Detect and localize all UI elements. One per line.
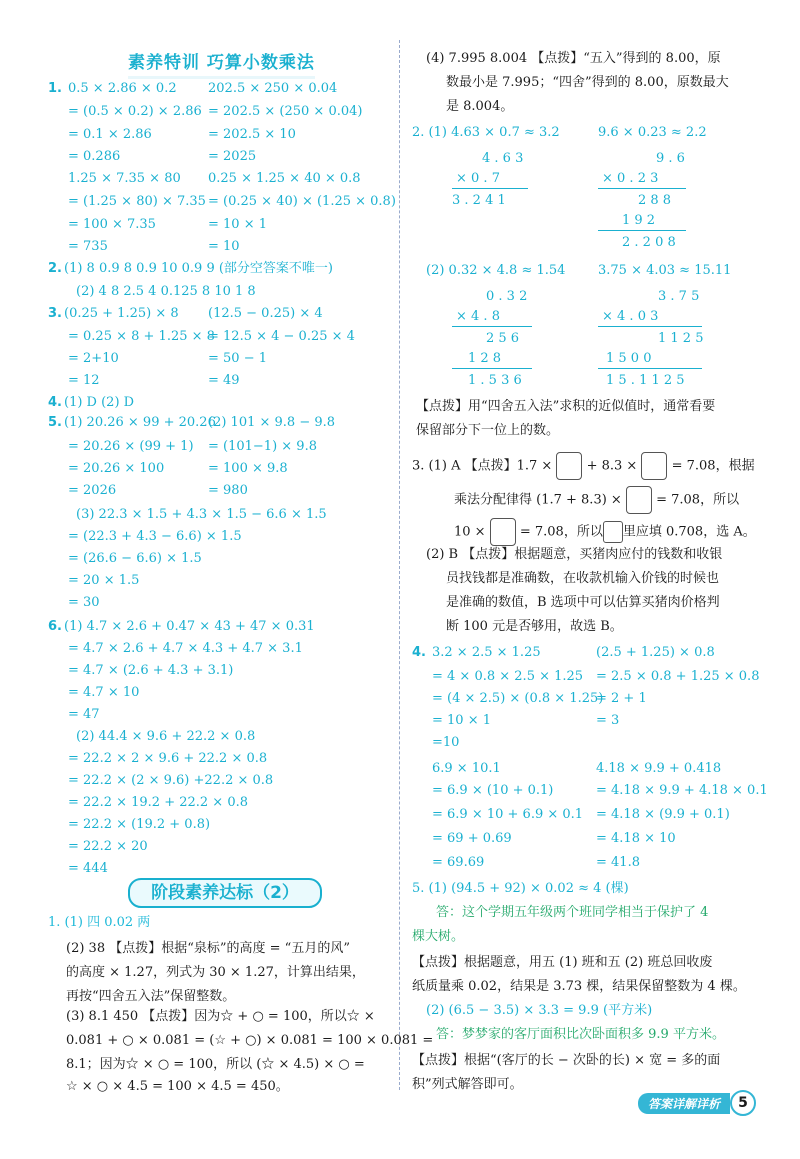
calc-row: 1 1 2 5 [658,331,704,346]
math-line: (2) 44.4 × 9.6 + 22.2 × 0.8 [76,729,256,744]
math-line: (2) 4 8 2.5 4 0.125 8 10 1 8 [76,284,256,299]
section-title: 素养特训 巧算小数乘法 [128,48,315,73]
calc-row: 1 5 . 1 1 2 5 [606,373,685,388]
math-line: = 0.1 × 2.86 [68,127,152,142]
answer-line: (2) 0.32 × 4.8 ≈ 1.54 [426,263,566,278]
answer-line: 2. (1) 4.63 × 0.7 ≈ 3.2 [412,125,560,140]
answer-line: 5. (1) (94.5 + 92) × 0.02 ≈ 4 (棵) [412,881,629,896]
math-line: = 4.7 × 2.6 + 4.7 × 4.3 + 4.7 × 3.1 [68,641,303,656]
math-line: = 10 [208,239,240,254]
calc-row: 1 2 8 [468,351,502,366]
page-number: 5 [730,1090,756,1116]
math-line: = (1.25 × 80) × 7.35 [68,194,206,209]
answer-line: (2) 38 【点拨】根据“泉标”的高度 = “五月的风” [66,941,350,956]
calc-line [452,326,532,327]
answer-line: 10 × [454,524,486,540]
math-line: = 22.2 × 20 [68,839,148,854]
question-number: 4. [48,395,62,410]
answer-line: 是准确的数值，B 选项中可以估算买猪肉价格判 [446,595,720,610]
answer-line: 员找钱都是准确数，在收款机输入价钱的时候也 [446,571,720,586]
answer-line: 再按“四舍五入法”保留整数。 [66,989,236,1004]
math-line: 202.5 × 250 × 0.04 [208,81,338,96]
answer-line: 乘法分配律得 (1.7 + 8.3) × [454,492,622,508]
answer-line: 断 100 元是否够用，故选 B。 [446,619,623,634]
math-line: = 2025 [208,149,257,164]
answer-line: + 8.3 × [586,458,638,474]
answer-line: (2) (6.5 − 3.5) × 3.3 = 9.9 (平方米) [426,1003,653,1018]
calc-line [598,326,702,327]
math-line: 0.5 × 2.86 × 0.2 [68,81,177,96]
math-line: = (0.5 × 0.2) × 2.86 [68,104,202,119]
math-line: = 0.25 × 8 + 1.25 × 8 [68,329,215,344]
blank-box [556,452,582,480]
math-line: (3) 22.3 × 1.5 + 4.3 × 1.5 − 6.6 × 1.5 [76,507,327,522]
blank-box [490,518,516,546]
math-line: = 735 [68,239,108,254]
calc-row: 1 9 2 [622,213,656,228]
math-line: = 980 [208,483,248,498]
math-line: = 4 × 0.8 × 2.5 × 1.25 [432,669,584,684]
page-footer [638,1092,756,1114]
answer-line: = 7.08，根据 [671,458,755,474]
math-line: (12.5 − 0.25) × 4 [208,306,323,321]
calc-row: × 4 . 8 [456,309,500,324]
calc-line [598,368,702,369]
math-line: = 20.26 × 100 [68,461,165,476]
math-line: = 100 × 9.8 [208,461,288,476]
math-line: = 2.5 × 0.8 + 1.25 × 0.8 [596,669,760,684]
math-line: = 4.7 × 10 [68,685,140,700]
math-line: = (26.6 − 6.6) × 1.5 [68,551,202,566]
math-line: (1) 20.26 × 99 + 20.26 [64,415,216,430]
answer-line: 是 8.004。 [446,99,514,114]
answer-line: = 7.08，所以 [519,524,603,540]
math-line: 1.25 × 7.35 × 80 [68,171,181,186]
math-line: =10 [432,735,460,750]
math-line: = 69.69 [432,855,485,870]
math-line: = 444 [68,861,108,876]
blank-box [626,486,652,514]
math-line: = 4.18 × (9.9 + 0.1) [596,807,730,822]
answer-line: 答：梦梦家的客厅面积比次卧面积多 9.9 平方米。 [436,1027,725,1042]
question-number: 4. [412,645,426,660]
math-line: = 20.26 × (99 + 1) [68,439,194,454]
math-line: (2.5 + 1.25) × 0.8 [596,645,715,660]
math-line: = 69 + 0.69 [432,831,512,846]
math-line: = 2 + 1 [596,691,647,706]
answer-line: = 7.08，所以 [656,492,740,508]
math-line: = 22.2 × (2 × 9.6) +22.2 × 0.8 [68,773,274,788]
math-line: 3.2 × 2.5 × 1.25 [432,645,541,660]
math-line: = 2026 [68,483,117,498]
footer-label: 答案详解详析 [638,1093,730,1114]
math-line: = 4.18 × 9.9 + 4.18 × 0.1 [596,783,768,798]
answer-line: 9.6 × 0.23 ≈ 2.2 [598,125,707,140]
calc-row: 1 5 0 0 [606,351,652,366]
answer-line: 棵大树。 [412,929,465,944]
answer-line: ☆ × ○ × 4.5 = 100 × 4.5 = 450。 [66,1079,289,1094]
math-line: = 202.5 × (250 × 0.04) [208,104,363,119]
calc-line [598,188,686,189]
calc-row: 3 . 7 5 [658,289,700,304]
math-line: (1) 4.7 × 2.6 + 0.47 × 43 + 47 × 0.31 [64,619,315,634]
answer-line: 里应填 0.708，选 A。 [622,524,756,540]
math-line: = 10 × 1 [432,713,491,728]
calc-line [452,368,532,369]
math-line: = 6.9 × 10 + 6.9 × 0.1 [432,807,584,822]
math-line: = 22.2 × 2 × 9.6 + 22.2 × 0.8 [68,751,268,766]
calc-row: 2 5 6 [486,331,520,346]
calc-row: × 0 . 2 3 [602,171,659,186]
tip-line: 纸质量乘 0.02，结果是 3.73 棵，结果保留整数为 4 棵。 [412,979,746,994]
answer-line: 3.75 × 4.03 ≈ 15.11 [598,263,732,278]
math-line: = (22.3 + 4.3 − 6.6) × 1.5 [68,529,242,544]
calc-row: 4 . 6 3 [482,151,524,166]
answer-line: 0.081 + ○ × 0.081 = (☆ + ○) × 0.081 = 100 × 0.081 = [66,1033,434,1048]
answer-line: (2) B 【点拨】根据题意，买猪肉应付的钱数和收银 [426,547,723,562]
answer-line: 的高度 × 1.27，列式为 30 × 1.27，计算出结果， [66,965,365,980]
math-line: = 47 [68,707,100,722]
math-line: = (0.25 × 40) × (1.25 × 0.8) [208,194,396,209]
calc-row: 0 . 3 2 [486,289,528,304]
math-line: 6.9 × 10.1 [432,761,501,776]
tip-line: 【点拨】根据“(客厅的长 − 次卧的长) × 宽 = 多的面 [412,1053,721,1068]
calc-row: 2 . 2 0 8 [622,235,676,250]
math-line: = 10 × 1 [208,217,267,232]
math-line: = (101−1) × 9.8 [208,439,317,454]
math-line: = 20 × 1.5 [68,573,140,588]
math-line: (1) D (2) D [64,395,135,410]
math-line: = 4.7 × (2.6 + 4.3 + 3.1) [68,663,234,678]
answer-line: (4) 7.995 8.004 【点拨】“五入”得到的 8.00，原 [426,51,721,66]
question-number: 2. [48,261,62,276]
question-number: 3. [48,306,62,321]
calc-row: × 4 . 0 3 [602,309,659,324]
math-line: = (4 × 2.5) × (0.8 × 1.25) [432,691,604,706]
calc-line [452,188,528,189]
tip-line: 保留部分下一位上的数。 [416,423,560,438]
math-line: = 12.5 × 4 − 0.25 × 4 [208,329,355,344]
math-line: 4.18 × 9.9 + 0.418 [596,761,722,776]
blank-box [603,521,623,543]
calc-row: 3 . 2 4 1 [452,193,506,208]
answer-line: 数最小是 7.995；“四舍”得到的 8.00，原数最大 [446,75,729,90]
math-line: = 3 [596,713,620,728]
tip-line: 积”列式解答即可。 [412,1077,523,1092]
question-number: 1. [48,81,62,96]
math-line: = 202.5 × 10 [208,127,296,142]
answer-line: 3. (1) A 【点拨】1.7 × [412,458,553,474]
math-line: 0.25 × 1.25 × 40 × 0.8 [208,171,361,186]
math-line: = 22.2 × 19.2 + 22.2 × 0.8 [68,795,249,810]
calc-row: × 0 . 7 [456,171,500,186]
calc-row: 2 8 8 [638,193,672,208]
math-line: = 50 − 1 [208,351,267,366]
tip-line: 【点拨】用“四舍五入法”求积的近似值时，通常看要 [416,399,716,414]
math-line: (2) 101 × 9.8 − 9.8 [208,415,336,430]
question-number: 6. [48,619,62,634]
answer-line: 8.1；因为☆ × ○ = 100，所以 (☆ × 4.5) × ○ = [66,1057,365,1072]
math-line: (1) 8 0.9 8 0.9 10 0.9 9 (部分空答案不唯一) [64,261,333,276]
calc-row: 1 . 5 3 6 [468,373,522,388]
math-line: = 41.8 [596,855,640,870]
math-line: = 6.9 × (10 + 0.1) [432,783,554,798]
answer-line: 1. (1) 四 0.02 两 [48,915,151,930]
math-line: = 22.2 × (19.2 + 0.8) [68,817,211,832]
math-line: = 4.18 × 10 [596,831,676,846]
answer-line: (3) 8.1 450 【点拨】因为☆ + ○ = 100，所以☆ × [66,1009,375,1024]
question-number: 5. [48,415,62,430]
math-line: = 49 [208,373,240,388]
calc-line [598,230,686,231]
answer-line: 答：这个学期五年级两个班同学相当于保护了 4 [436,905,709,920]
section-title-2: 阶段素养达标（2） [128,878,322,908]
math-line: = 0.286 [68,149,121,164]
math-line: (0.25 + 1.25) × 8 [64,306,179,321]
calc-row: 9 . 6 [656,151,685,166]
math-line: = 12 [68,373,100,388]
math-line: = 30 [68,595,100,610]
tip-line: 【点拨】根据题意，用五 (1) 班和五 (2) 班总回收废 [412,955,713,970]
math-line: = 100 × 7.35 [68,217,156,232]
blank-box [641,452,667,480]
column-divider [399,40,400,1090]
math-line: = 2+10 [68,351,119,366]
